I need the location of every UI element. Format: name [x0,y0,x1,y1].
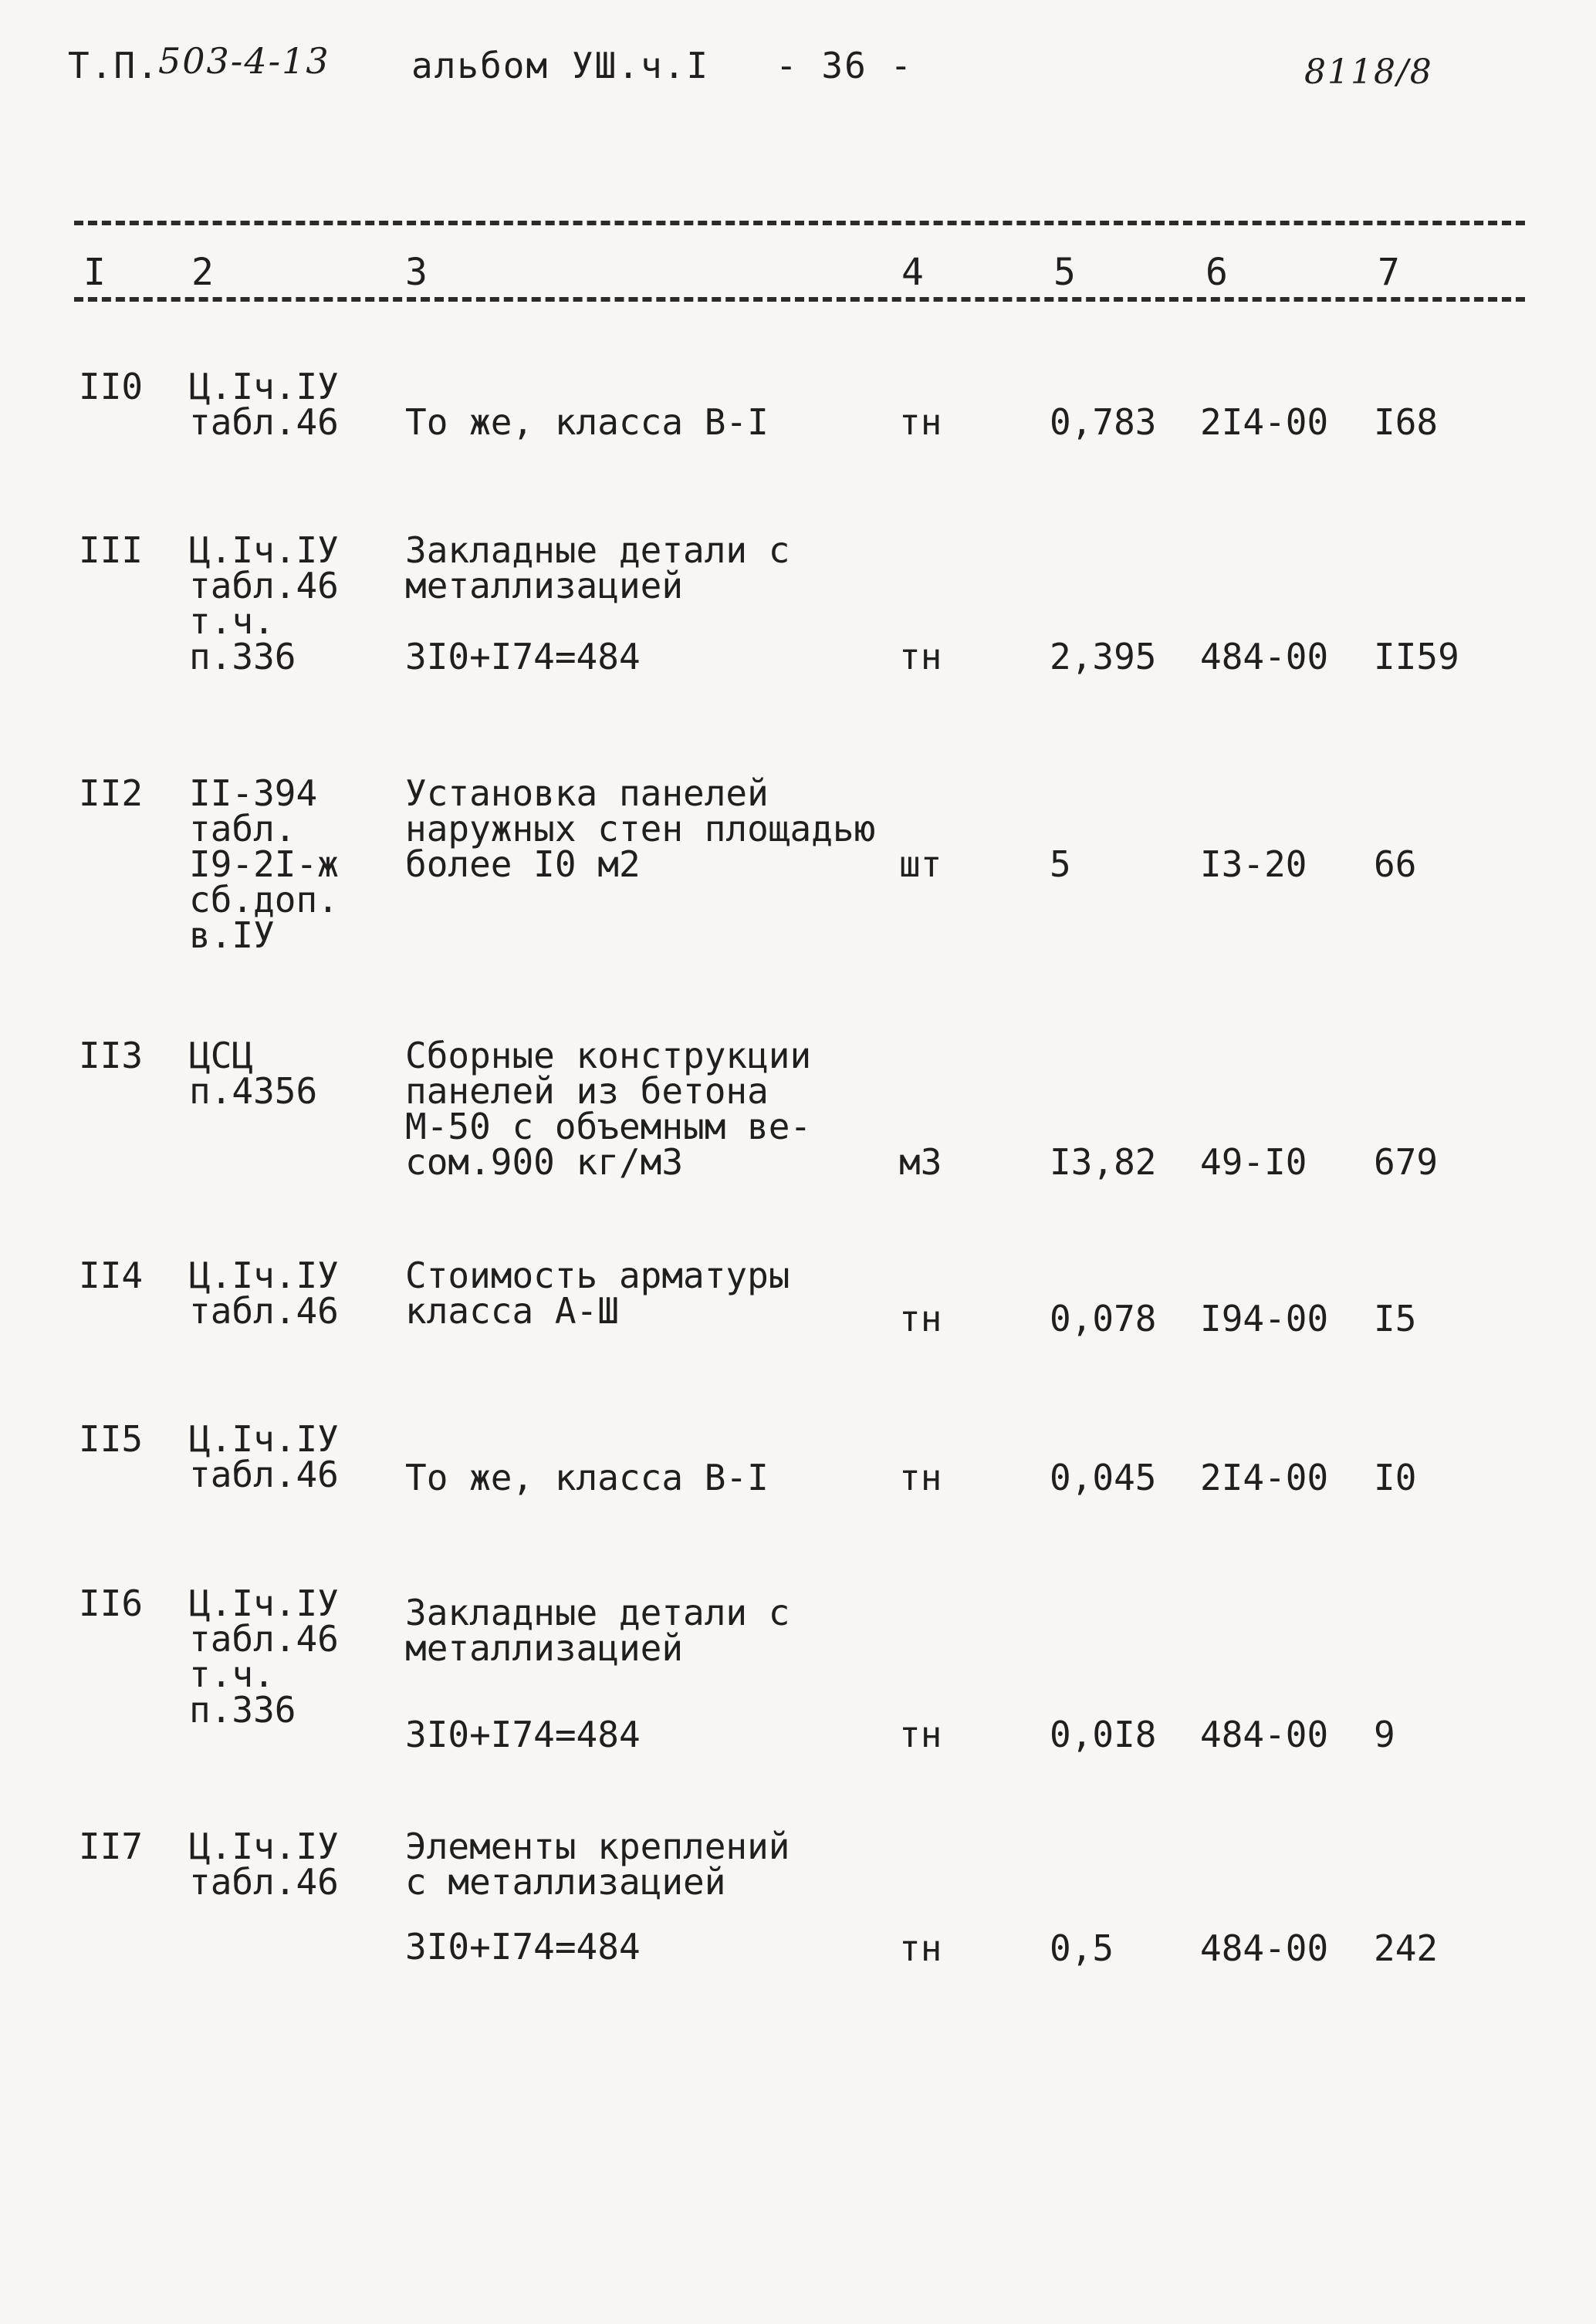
row-quantity: 2,395 [1050,636,1157,677]
row-quantity: 0,078 [1050,1298,1157,1339]
row-unit-price: 484-00 [1200,1927,1329,1969]
row-unit: тн [899,1714,942,1755]
row-description: То же, класса В-I [405,1457,769,1498]
row-number: II7 [79,1826,144,1867]
row-description: Закладные детали с металлизацией [405,529,790,606]
doc-prefix: Т.П. [68,45,160,86]
row-reference: Ц.Iч.IУ табл.46 [189,1826,339,1903]
doc-number: 503-4-13 [158,40,330,82]
row-total: 9 [1374,1714,1395,1755]
row-formula: 3I0+I74=484 [405,636,641,677]
row-number: III [79,529,144,571]
row-total: I0 [1374,1457,1417,1498]
column-header-1: I [83,251,106,294]
column-header-2: 2 [191,251,214,294]
row-reference: Ц.Iч.IУ табл.46 т.ч. п.336 [189,529,339,677]
row-reference: Ц.Iч.IУ табл.46 [189,1255,339,1332]
row-formula: 3I0+I74=484 [405,1714,641,1755]
row-number: II5 [79,1418,144,1460]
row-formula: 3I0+I74=484 [405,1926,641,1968]
album-label: альбом УШ.ч.I [411,45,710,86]
column-header-6: 6 [1205,251,1228,294]
row-quantity: 5 [1050,843,1071,885]
row-unit: м3 [899,1141,942,1183]
row-total: II59 [1374,636,1459,677]
row-total: I5 [1374,1298,1417,1339]
row-unit-price: I3-20 [1200,843,1307,885]
row-total: 66 [1374,843,1417,885]
row-quantity: I3,82 [1050,1141,1157,1183]
row-reference: ЦСЦ п.4356 [189,1035,318,1112]
page-number: - 36 - [776,45,914,86]
row-total: 242 [1374,1927,1439,1969]
row-unit: тн [899,1298,942,1339]
row-number: II3 [79,1035,144,1076]
column-header-5: 5 [1053,251,1076,294]
row-quantity: 0,5 [1050,1927,1114,1969]
row-reference: II-394 табл. I9-2I-ж сб.доп. в.IУ [189,772,339,956]
row-quantity: 0,045 [1050,1457,1157,1498]
column-header-7: 7 [1378,251,1400,294]
row-unit-price: 2I4-00 [1200,401,1329,443]
row-unit: тн [899,401,942,443]
row-number: II2 [79,772,144,814]
row-unit-price: I94-00 [1200,1298,1329,1339]
row-description: Закладные детали с металлизацией [405,1592,790,1669]
column-header-4: 4 [901,251,924,294]
row-unit-price: 484-00 [1200,1714,1329,1755]
row-unit-price: 484-00 [1200,636,1329,677]
row-description: Элементы креплений с металлизацией [405,1826,790,1903]
row-description: Сборные конструкции панелей из бетона М-50 с объемным ве- сом.900 кг/м3 [405,1035,812,1183]
header-bottom-dashed-line [74,297,1525,302]
row-unit-price: 49-I0 [1200,1141,1307,1183]
row-reference: Ц.Iч.IУ табл.46 [189,366,339,443]
row-unit: тн [899,636,942,677]
row-unit: шт [899,843,942,885]
row-reference: Ц.Iч.IУ табл.46 [189,1418,339,1495]
row-total: I68 [1374,401,1439,443]
row-total: 679 [1374,1141,1439,1183]
row-quantity: 0,0I8 [1050,1714,1157,1755]
row-number: II0 [79,366,144,407]
row-quantity: 0,783 [1050,401,1157,443]
column-header-3: 3 [405,251,428,294]
row-unit-price: 2I4-00 [1200,1457,1329,1498]
row-reference: Ц.Iч.IУ табл.46 т.ч. п.336 [189,1583,339,1731]
row-description: То же, класса В-I [405,401,769,443]
row-number: II6 [79,1583,144,1624]
table-top-dashed-line [74,221,1525,225]
row-unit: тн [899,1927,942,1969]
sheet-code: 8118/8 [1304,52,1433,92]
row-unit: тн [899,1457,942,1498]
row-description: Стоимость арматуры класса А-Ш [405,1255,790,1332]
row-description: Установка панелей наружных стен площадью более I0 м2 [405,772,876,885]
row-number: II4 [79,1255,144,1296]
